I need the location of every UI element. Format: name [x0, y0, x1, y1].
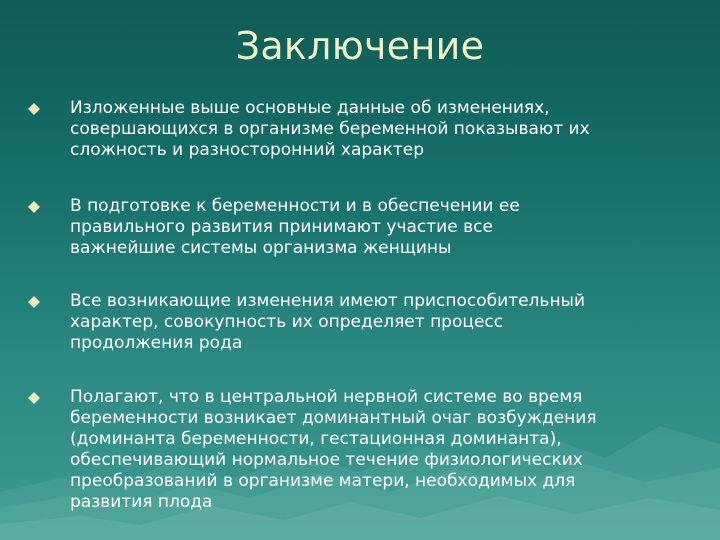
- bullet-text: Все возникающие изменения имеют приспособительный характер, совокупность их определяет процесс продолжения рода: [70, 291, 586, 353]
- diamond-bullet-icon: [28, 201, 40, 213]
- diamond-bullet-icon: [28, 392, 40, 404]
- slide-title: Заключение: [235, 24, 485, 68]
- bullet-text: В подготовке к беременности и в обеспечении ее правильного развития принимают участие все важнейшие системы организма женщины: [70, 196, 520, 258]
- diamond-bullet-icon: [28, 296, 40, 308]
- bullet-text: Полагают, что в центральной нервной системе во время беременности возникает доминантный очаг возбуждения (доминанта беременности, гестационная доминанта), обеспечивающий нормальное течение физиологических преобразований в организме матери, необходимых для развития плода: [70, 387, 597, 512]
- diamond-bullet-icon: [28, 103, 40, 115]
- bullet-text: Изложенные выше основные данные об изменениях, совершающихся в организме беременной показывают их сложность и разносторонний характер: [70, 98, 590, 160]
